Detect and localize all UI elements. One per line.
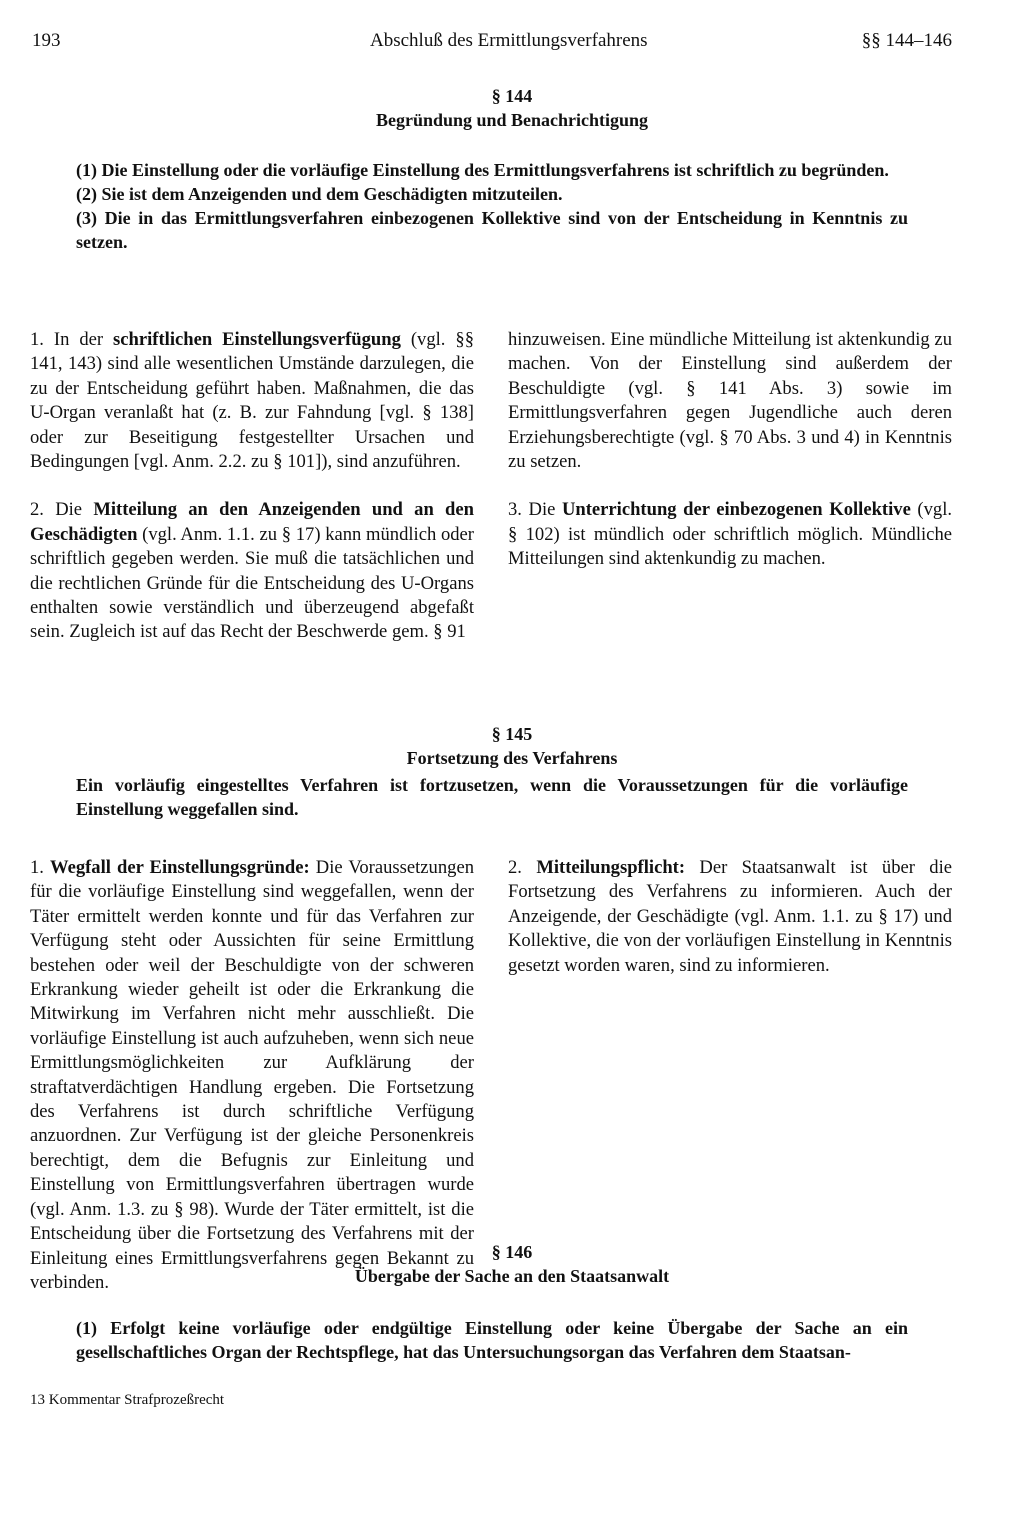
norm-paragraph-1: (1) Die Einstellung oder die vorläufige Einstellung des Ermittlungsverfahrens ist schriftlich zu begründen. [76,160,889,180]
commentary-145-left [30,856,474,1293]
section-144-title: Begründung und Benachrichtigung [375,110,649,130]
commentary-continuation: hinzuweisen. Eine mündliche Mitteilung ist aktenkundig zu machen. Von der Einstellung sind außerdem der Beschuldigte (vgl. § 141 Abs. 3) sowie im Ermittlungsverfahren gegen Jugendliche auch deren Erziehungsberechtigte (vgl. § 70 Abs. 3 und 4) in Kenntnis zu setzen. [508,329,952,473]
section-144-number: § 144 [491,86,533,106]
norm-paragraph-3: (3) Die in das Ermittlungsverfahren einbezogenen Kollektive sind von der Entscheidung in Kenntnis zu setzen. [76,208,908,252]
running-header [32,30,952,54]
commentary-item-2: 2. Die Mitteilung an den Anzeigenden und an den Geschädigten (vgl. Anm. 1.1. zu § 17) kann mündlich oder schriftlich gegeben werden. Sie muß die tatsächlichen und die rechtlichen Gründe für die Entscheidung des U-Organs enthalten sowie verständlich und überzeugend abgefaßt sein. Zugleich ist auf das Recht der Beschwerde gem. § 91 [30,499,474,643]
commentary-item-1: 1. Wegfall der Einstellungsgründe: Die Voraussetzungen für die vorläufige Einstellung sind weggefallen, wenn der Täter ermittelt werden konnte und für das Verfahren zur Verfügung steht oder Aussichten für seine Ermittlung bestehen oder weil der Beschuldigte von der schweren Erkrankung wieder geheilt ist oder die Erkrankung die Mitwirkung im Verfahren nicht mehr ausschließt. Die vorläufige Einstellung ist auch aufzuheben, wenn sich neue Ermittlungsmöglichkeiten zur Aufklärung der straftatverdächtigen Handlung ergeben. Die Fortsetzung des Verfahrens ist durch schriftliche Verfügung anzuordnen. Zur Verfügung ist der gleiche Personenkreis berechtigt, dem die Befugnis zur Einleitung und Einstellung von Ermittlungsverfahren übertragen wurde (vgl. Anm. 1.3. zu § 98). Wurde der Täter ermittelt, ist die Entscheidung über die Fortsetzung des Verfahrens mit der Einleitung eines Ermittlungsverfahrens gegen Bekannt zu verbinden. [30,857,474,1293]
running-title: Abschluß des Ermittlungsverfahrens [370,30,648,51]
section-146-title: Übergabe der Sache an den Staatsanwalt [354,1266,670,1286]
commentary-item-3: 3. Die Unterrichtung der einbezogenen Kollektive (vgl. § 102) ist mündlich oder schriftlich möglich. Mündliche Mitteilungen sind aktenkundig zu machen. [508,499,953,570]
commentary-145-right [508,856,952,1176]
commentary-continuation: 2. Mitteilungspflicht: Der Staatsanwalt ist über die Fortsetzung des Verfahrens zu informieren. Auch der Anzeigende, der Geschädigte (vgl. Anm. 1.1. zu § 17) und Kollektive, die von der vorläufigen Einstellung in Kenntnis gesetzt worden waren, sind zu informieren. [508,857,953,976]
section-146-norm: (1) Erfolgt keine vorläufige oder endgültige Einstellung oder keine Übergabe der Sache an ein gesellschaftliches Organ der Rechtspflege, hat das Untersuchungsorgan das Verfahren dem Staatsan- [76,1318,908,1362]
page-footer: 13 Kommentar Strafprozeßrecht [30,1392,225,1408]
section-144-norm [76,158,908,254]
section-145-number: § 145 [491,724,533,744]
page-number: 193 [32,30,61,51]
commentary-144-left [30,328,474,654]
commentary-144-right [508,328,952,654]
section-145-title: Fortsetzung des Verfahrens [406,748,618,768]
commentary-item-1: 1. In der schriftlichen Einstellungsverfügung (vgl. §§ 141, 143) sind alle wesentlichen Umstände darzulegen, die zu der Entscheidung geführt haben. Maßnahmen, die das U-Organ veranlaßt hat (z. B. zur Fahndung [vgl. § 138] oder zur Beseitigung festgestellter Ursachen und Bedingungen [vgl. Anm. 2.2. zu § 101]), sind anzuführen. [30,329,474,473]
section-146-number: § 146 [491,1242,533,1262]
section-145-norm: Ein vorläufig eingestelltes Verfahren ist fortzusetzen, wenn die Voraussetzungen für die vorläufige Einstellung weggefallen sind. [76,775,908,819]
section-range: §§ 144–146 [861,30,952,51]
norm-paragraph-2: (2) Sie ist dem Anzeigenden und dem Geschädigten mitzuteilen. [76,184,563,204]
